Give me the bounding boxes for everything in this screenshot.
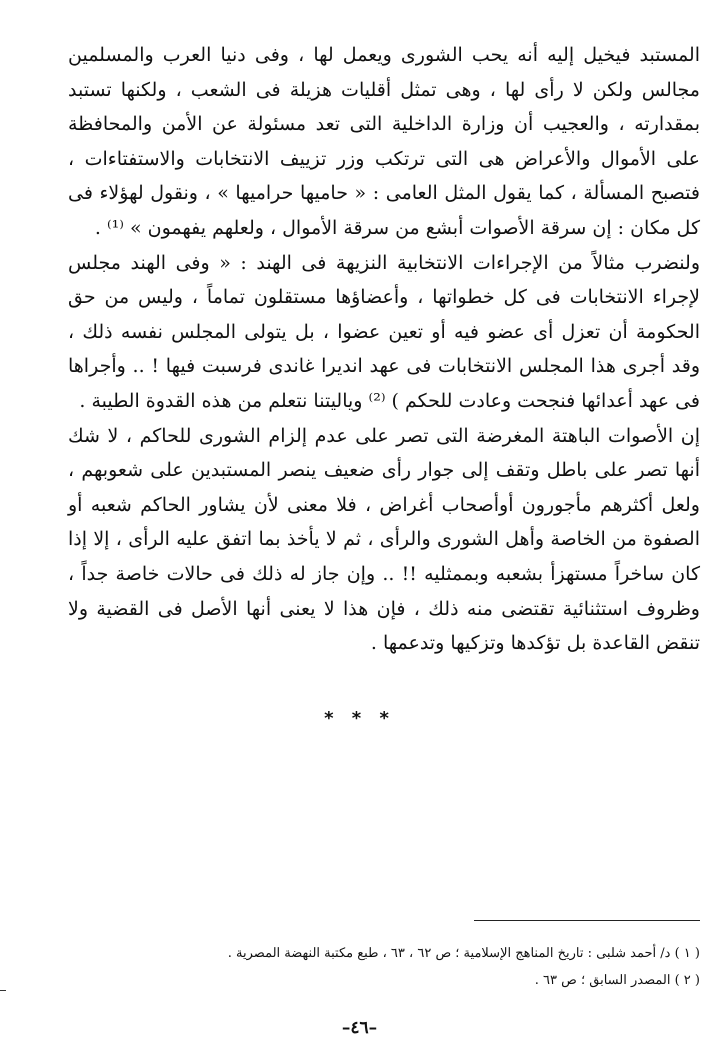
paragraph-3: إن الأصوات الباهتة المغرضة التى تصر على عدم إلزام الشورى للحاكم ، لا شك أنها تصر على باطل وتقف إلى جوار رأى ضعيف ينصر المستبدين على شعوبهم ، ولعل أكثرهم مأجورون أوأصحاب أغراض ، فلا معنى لأن يشاور الحاكم شعبه أو الصفوة من الخاصة وأهل الشورى والرأى ، ثم لا يأخذ بما اتفق عليه الرأى ، إلا إذا كان ساخراً مستهزأ بشعبه وبممثليه !! .. وإن جاز له ذلك فى حالات خاصة جداً ، وظروف استثنائية تقتضى منه ذلك ، فإن هذا لا يعنى أنها الأصل فى القضية ولا تنقض القاعدة بل تؤكدها وتزكيها وتدعمها . (68, 424, 700, 655)
section-ornament: * * * (324, 708, 395, 729)
page-number: –٤٦– (341, 1018, 378, 1038)
paragraph-2: ولنضرب مثالاً من الإجراءات الانتخابية النزيهة فى الهند : « وفى الهند مجلس لإجراء الانتخابات فى كل خطواتها ، وأعضاؤها مستقلون تماماً ، وليس من حق الحكومة أن تعزل أى عضو فيه أو تعين عضوا ، بل يتولى المجلس نفسه ذلك ، وقد أجرى هذا المجلس الانتخابات فى عهد انديرا غاندى فرسبت فيها ! .. وأجراها فى عهد أعدائها فنجحت وعادت للحكم ) ⁽²⁾ وياليتنا نتعلم من هذه القدوة الطيبة . (68, 251, 700, 412)
body-text (68, 38, 700, 661)
paragraph-1: المستبد فيخيل إليه أنه يحب الشورى ويعمل لها ، وفى دنيا العرب والمسلمين مجالس ولكن لا رأى لها ، وهى تمثل أقليات هزيلة فى الشعب ، ولكنها تستبد بمقدارته ، والعجيب أن وزارة الداخلية التى تعد مسئولة عن الأمن والمحافظة على الأموال والأعراض هى التى ترتكب وزر تزييف الانتخابات والاستفتاءات ، فتصبح المسألة ، كما يقول المثل العامى : « حاميها حراميها » ، ونقول لهؤلاء فى كل مكان : إن سرقة الأصوات أبشع من سرقة الأموال ، ولعلهم يفهمون » ⁽¹⁾ . (68, 44, 700, 239)
margin-mark (0, 990, 6, 991)
footnote-1: ( ١ ) د/ أحمد شلبى : تاريخ المناهج الإسلامية ؛ ص ٦٢ ، ٦٣ ، طبع مكتبة النهضة المصرية . (227, 946, 700, 961)
footnote-separator (474, 920, 700, 921)
footnotes (120, 940, 700, 994)
footnote-2: ( ٢ ) المصدر السابق ؛ ص ٦٣ . (534, 973, 700, 988)
